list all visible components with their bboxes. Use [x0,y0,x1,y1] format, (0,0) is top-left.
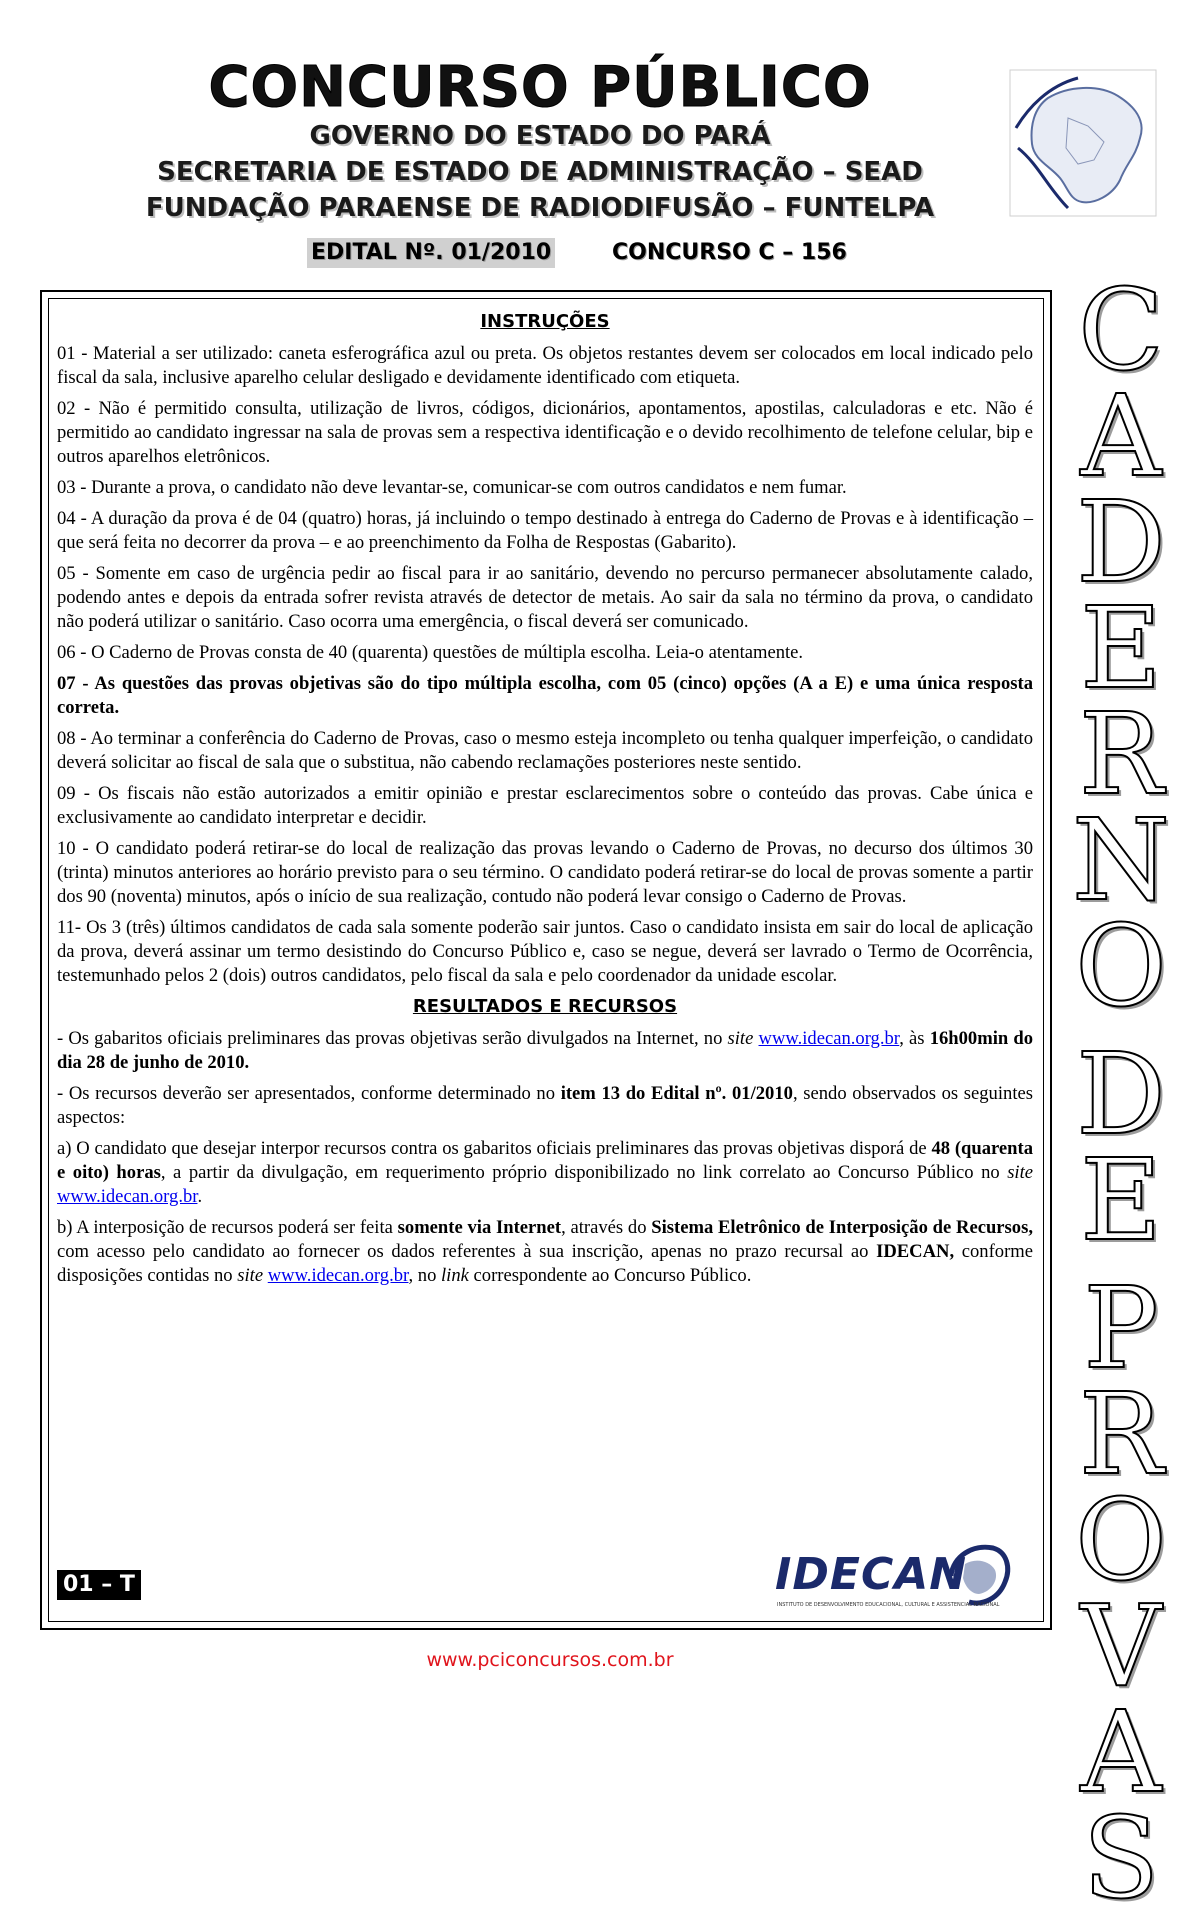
text-span: , sendo observados os seguintes aspectos: [57,1083,1033,1128]
text-span: com acesso pelo candidato ao fornecer os dados referentes à sua inscrição, apenas no prazo recursal ao [57,1241,877,1262]
edital-number: EDITAL Nº. 01/2010 [307,238,555,268]
idecan-name: IDECAN [775,1549,968,1600]
idecan-link[interactable]: www.idecan.org.br [758,1028,900,1049]
instruction-item: 05 - Somente em caso de urgência pedir ao fiscal para ir ao sanitário, devendo no percurso permanecer absolutamente calado, podendo antes e depois da entrada sofrer revista através de detector de metais. Ao sair da sala no término da prova, o candidato não poderá utilizar o sanitário. Caso ocorra uma emergência, o fiscal deverá ser comunicado. [57,563,1033,632]
side-letter: C [1078,266,1164,396]
instruction-item: 10 - O candidato poderá retirar-se do local de realização das provas levando o Caderno de Provas, no decurso dos últimos 30 (trinta) minutos anteriores ao horário previsto para o seu término. O candidato poderá retirar-se do local de provas somente a partir dos 90 (noventa) minutos, após o início de sua realização, contudo não poderá levar consigo o Caderno de Provas. [57,838,1033,907]
instruction-item-bold: 07 - As questões das provas objetivas são do tipo múltipla escolha, com 05 (cinco) opções (A a E) e uma única resposta correta. [57,673,1033,718]
side-letter: E [1080,1136,1162,1266]
bold-span: IDECAN, [876,1241,955,1262]
text-span: , a partir da divulgação, em requerimento próprio disponibilizado no link correlato ao Concurso Público no [160,1162,1008,1183]
footer-url[interactable]: www.pciconcursos.com.br [426,1649,674,1671]
side-letter: O [1075,902,1167,1032]
side-letter: N [1072,796,1170,926]
site-word: site [1007,1162,1034,1183]
instruction-item: 08 - Ao terminar a conferência do Caderno de Provas, caso o mesmo esteja incompleto ou tenha qualquer imperfeição, o candidato deverá solicitar ao fiscal de sala que o substitua, não cabendo reclamações posteriores neste sentido. [57,728,1033,773]
results-paragraph-2 [57,1082,1033,1130]
concurso-code: CONCURSO C – 156 [612,240,847,265]
results-paragraph-3 [57,1137,1033,1209]
idecan-logo [775,1540,1015,1616]
site-word: site [237,1265,264,1286]
side-letter: R [1078,690,1164,820]
deadline-hours: 48 (quarenta e oito) horas [57,1138,1033,1183]
test-type-stamp: 01 – T [57,1570,141,1600]
site-word: site [727,1028,754,1049]
side-letter: P [1083,1264,1159,1394]
instruction-item: 04 - A duração da prova é de 04 (quatro) horas, já incluindo o tempo destinado à entrega do Caderno de Provas e à identificação – que será feita no decorrer da prova – e ao preenchimento da Folha de Respostas (Gabarito). [57,508,1033,553]
side-letter: D [1076,1030,1166,1160]
text-span: , no [408,1265,442,1286]
idecan-link[interactable]: www.idecan.org.br [57,1186,198,1207]
brazil-map-logo-icon [1008,68,1158,218]
side-letter: O [1075,1476,1167,1606]
instructions-content [57,306,1033,1295]
text-span: , às [899,1028,930,1049]
side-letter: A [1080,1688,1162,1818]
bold-span: Sistema Eletrônico de Interposição de Recursos, [651,1217,1033,1238]
results-date: 16h00min do dia 28 de junho de 2010. [57,1028,1033,1073]
text-span: - Os recursos deverão ser apresentados, conforme determinado no [57,1083,561,1104]
instruction-item: 11- Os 3 (três) últimos candidatos de cada sala somente poderão sair juntos. Caso o candidato insista em sair do local de aplicação da prova, deverá assinar um termo desistindo do Concurso Público e, caso se negue, deverá ser lavrado o Termo de Ocorrência, testemunhado pelos 2 (dois) outros candidatos, pelo fiscal da sala e pelo coordenador da unidade escolar. [57,917,1033,986]
text-span: , através do [561,1217,652,1238]
instruction-item: 01 - Material a ser utilizado: caneta esferográfica azul ou preta. Os objetos restantes devem ser colocados em local indicado pelo fiscal da sala, inclusive aparelho celular desligado e devidamente identificado com etiqueta. [57,343,1033,388]
instruction-item: 02 - Não é permitido consulta, utilização de livros, códigos, dicionários, apontamentos, apostilas, calculadoras e etc. Não é permitido ao candidato ingressar na sala de provas sem a respectiva identificação e o devido recolhimento de telefone celular, bip e outros aparelhos eletrônicos. [57,398,1033,467]
text-span: correspondente ao Concurso Público. [468,1265,752,1286]
side-letter: A [1080,372,1162,502]
header-government: GOVERNO DO ESTADO DO PARÁ [309,121,771,151]
instruction-item: 09 - Os fiscais não estão autorizados a emitir opinião e prestar esclarecimentos sobre o conteúdo das provas. Cabe única e exclusivamente ao candidato interpretar e decidir. [57,783,1033,828]
text-span: . [197,1186,203,1207]
bold-span: somente via Internet [397,1217,562,1238]
text-span: a) O candidato que desejar interpor recursos contra os gabaritos oficiais preliminares das provas objetivas disporá de [57,1138,932,1159]
text-span: - Os gabaritos oficiais preliminares das provas objetivas serão divulgados na Internet, no [57,1028,728,1049]
instruction-item: 03 - Durante a prova, o candidato não deve levantar-se, comunicar-se com outros candidatos e nem fumar. [57,477,847,498]
edital-item-ref: item 13 do Edital nº. 01/2010 [560,1083,793,1104]
header-secretaria: SECRETARIA DE ESTADO DE ADMINISTRAÇÃO – SEAD [157,157,923,187]
instructions-title: INSTRUÇÕES [480,311,610,332]
side-letter: V [1080,1582,1162,1712]
side-letter: D [1076,478,1166,608]
results-paragraph-4 [57,1216,1033,1288]
instruction-item: 06 - O Caderno de Provas consta de 40 (quarenta) questões de múltipla escolha. Leia-o atentamente. [57,642,804,663]
results-paragraph-1 [57,1027,1033,1075]
idecan-link[interactable]: www.idecan.org.br [267,1265,409,1286]
side-letter: E [1080,584,1162,714]
results-title: RESULTADOS E RECURSOS [412,996,678,1017]
text-span: conforme disposições contidas no [57,1241,1033,1286]
idecan-subtitle: INSTITUTO DE DESENVOLVIMENTO EDUCACIONAL, CULTURAL E ASSISTENCIAL NACIONAL [777,1602,1000,1608]
header-fundacao: FUNDAÇÃO PARAENSE DE RADIODIFUSÃO – FUNTELPA [145,193,935,223]
text-span: b) A interposição de recursos poderá ser feita [57,1217,398,1238]
side-letter: R [1078,1370,1164,1500]
side-letter: S [1082,1794,1160,1924]
link-word: link [441,1265,469,1286]
page-title: CONCURSO PÚBLICO [208,55,872,120]
